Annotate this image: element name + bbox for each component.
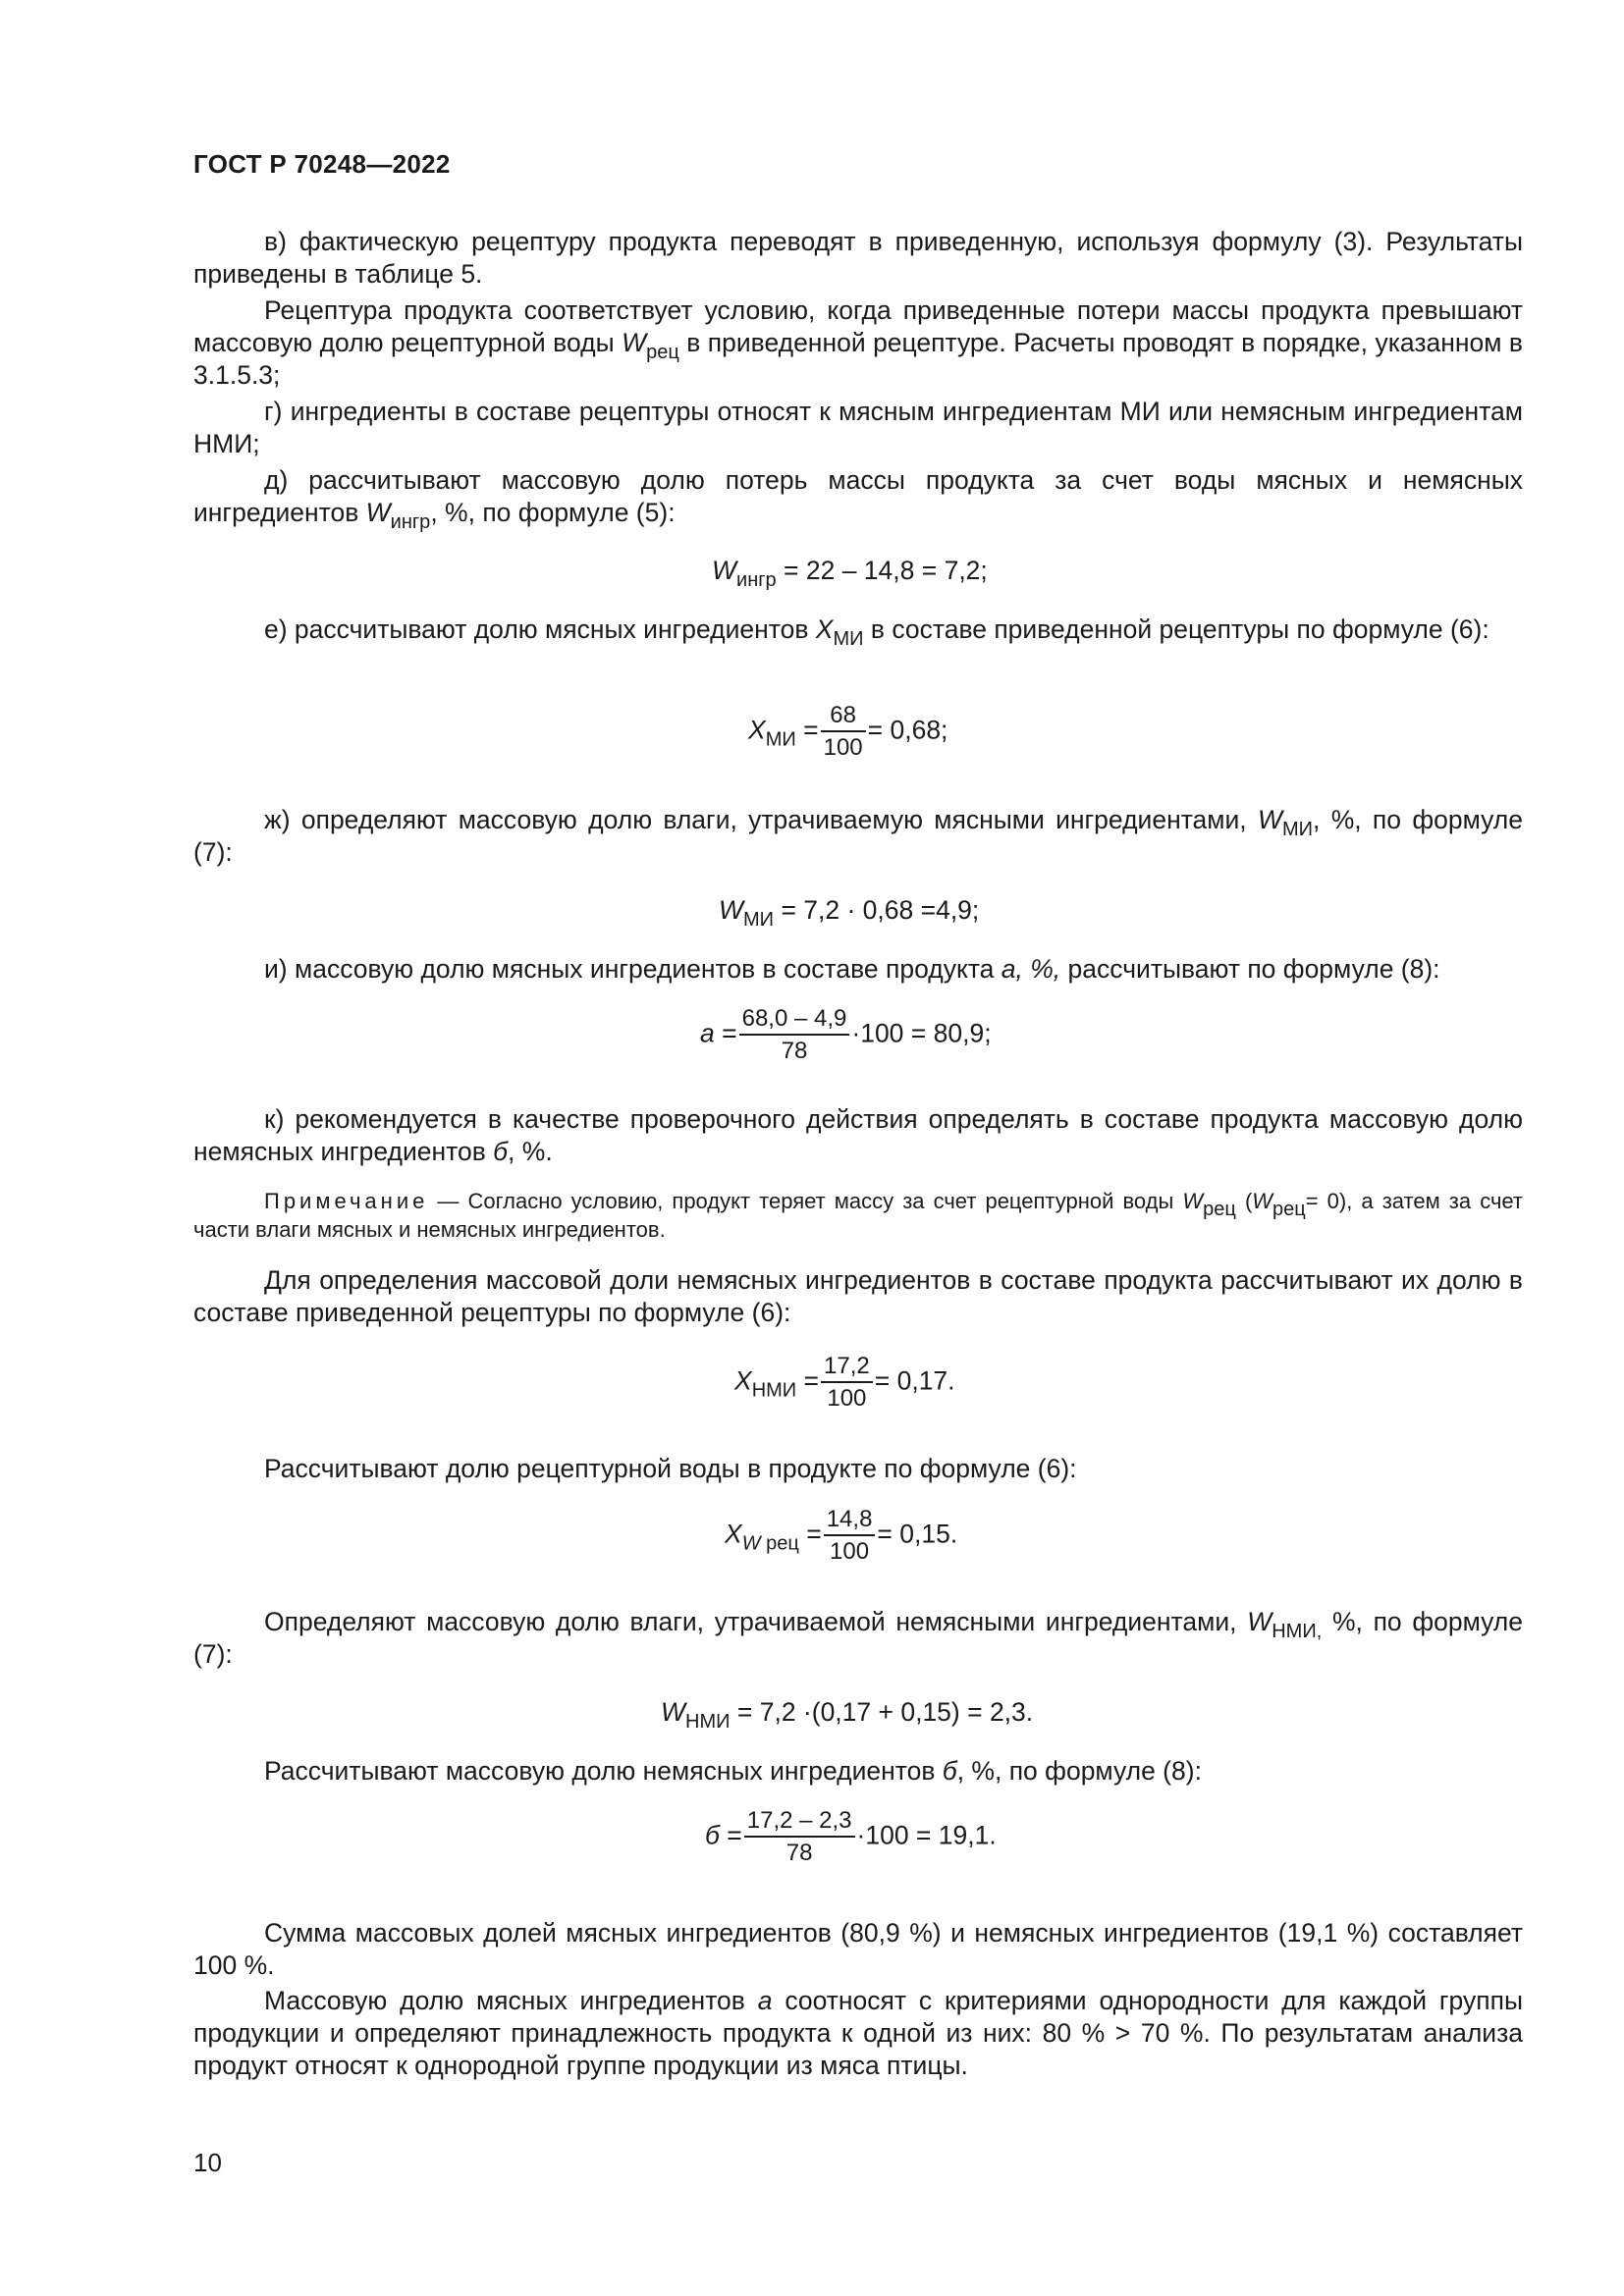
paragraph-sum: Сумма массовых долей мясных ингредиентов (80,9 %) и немясных ингредиентов (19,1 %) составляет 100 %. <box>193 1918 1523 1980</box>
paragraph-e: е) рассчитывают долю мясных ингредиентов $X_{МИ}$ в составе приведенной рецептуры по формуле (6): <box>264 614 1489 650</box>
document-header: ГОСТ Р 70248—2022 <box>193 149 451 179</box>
paragraph-g: г) ингредиенты в составе рецептуры относят к мясным ингредиентам МИ или немясным ингредиентам НМИ; <box>193 397 1523 458</box>
paragraph-wrec: Рассчитывают долю рецептурной воды в продукте по формуле (6): <box>264 1454 1077 1483</box>
formula-9: $X_{НМИ}$ = $\frac{17,2}{100}$ = 0,17. <box>734 1353 955 1412</box>
page-number: 10 <box>193 2148 222 2177</box>
formula-5: $W_{ингр} = 22 - 14,8 = 7,2$; <box>712 556 988 591</box>
paragraph-d: д) рассчитывают массовую долю потерь массы продукта за счет воды мясных и немясных ингредиентов $W_{ингр}$, %, по формуле (5): <box>193 465 1523 533</box>
formula-12: б = $\frac{17,2 - 2,3}{78}$ ·100 = 19,1. <box>705 1807 997 1866</box>
paragraph-zh: ж) определяют массовую долю влаги, утрачиваемую мясными ингредиентами, $W_{МИ}$, %, по формуле (7): <box>193 805 1523 867</box>
paragraph-final: Массовую долю мясных ингредиентов а соотносят с критериями однородности для каждой группы продукции и определяют принадлежность продукта к одной из них: 80 % > 70 %. По результатам анализа продукт относят к однородной группе продукции из мяса птицы. <box>193 1986 1523 2080</box>
formula-11: $W_{НМИ} = 7,2 \cdot(0,17 + 0,15) = 2,3$. <box>661 1697 1034 1733</box>
paragraph-nmi: Для определения массовой доли немясных ингредиентов в составе продукта рассчитывают их долю в составе приведенной рецептуры по формуле (6): <box>193 1265 1523 1327</box>
formula-6: $X_{МИ}$ = $\frac{68}{100}$ = 0,68; <box>748 702 948 761</box>
formula-7: $W_{МИ} = 7,2 \cdot 0,68 =4,9$; <box>719 895 980 931</box>
paragraph-k: к) рекомендуется в качестве проверочного действия определять в составе продукта массовую долю немясных ингредиентов б, %. <box>193 1104 1523 1166</box>
note: Примечание — Согласно условию, продукт теряет массу за счет рецептурной воды $W_{рец}$ $(W_{рец}= 0)$, а затем за счет части влаги мясных и немясных ингредиентов. <box>193 1189 1523 1242</box>
paragraph-b: Рассчитывают массовую долю немясных ингредиентов б, %, по формуле (8): <box>264 1756 1202 1786</box>
formula-8: а = $\frac{68,0 - 4,9}{78}$ ·100 = 80,9; <box>700 1005 992 1064</box>
paragraph-i: и) массовую долю мясных ингредиентов в составе продукта а, %, рассчитывают по формуле (8): <box>264 954 1440 984</box>
formula-10: $X_{W рец}$ = $\frac{14,8}{100}$ = 0,15. <box>725 1506 958 1565</box>
paragraph-v: в) фактическую рецептуру продукта переводят в приведенную, используя формулу (3). Результаты приведены в таблице 5. <box>193 227 1523 289</box>
paragraph-recipe: Рецептура продукта соответствует условию, когда приведенные потери массы продукта превышают массовую долю рецептурной воды $W_{рец}$ в приведенной рецептуре. Расчеты проводят в порядке, указанном в 3.1.5.3; <box>193 295 1523 390</box>
paragraph-wnmi: Определяют массовую долю влаги, утрачиваемой немясными ингредиентами, $W_{НМИ,}$ %, по формуле (7): <box>193 1607 1524 1669</box>
